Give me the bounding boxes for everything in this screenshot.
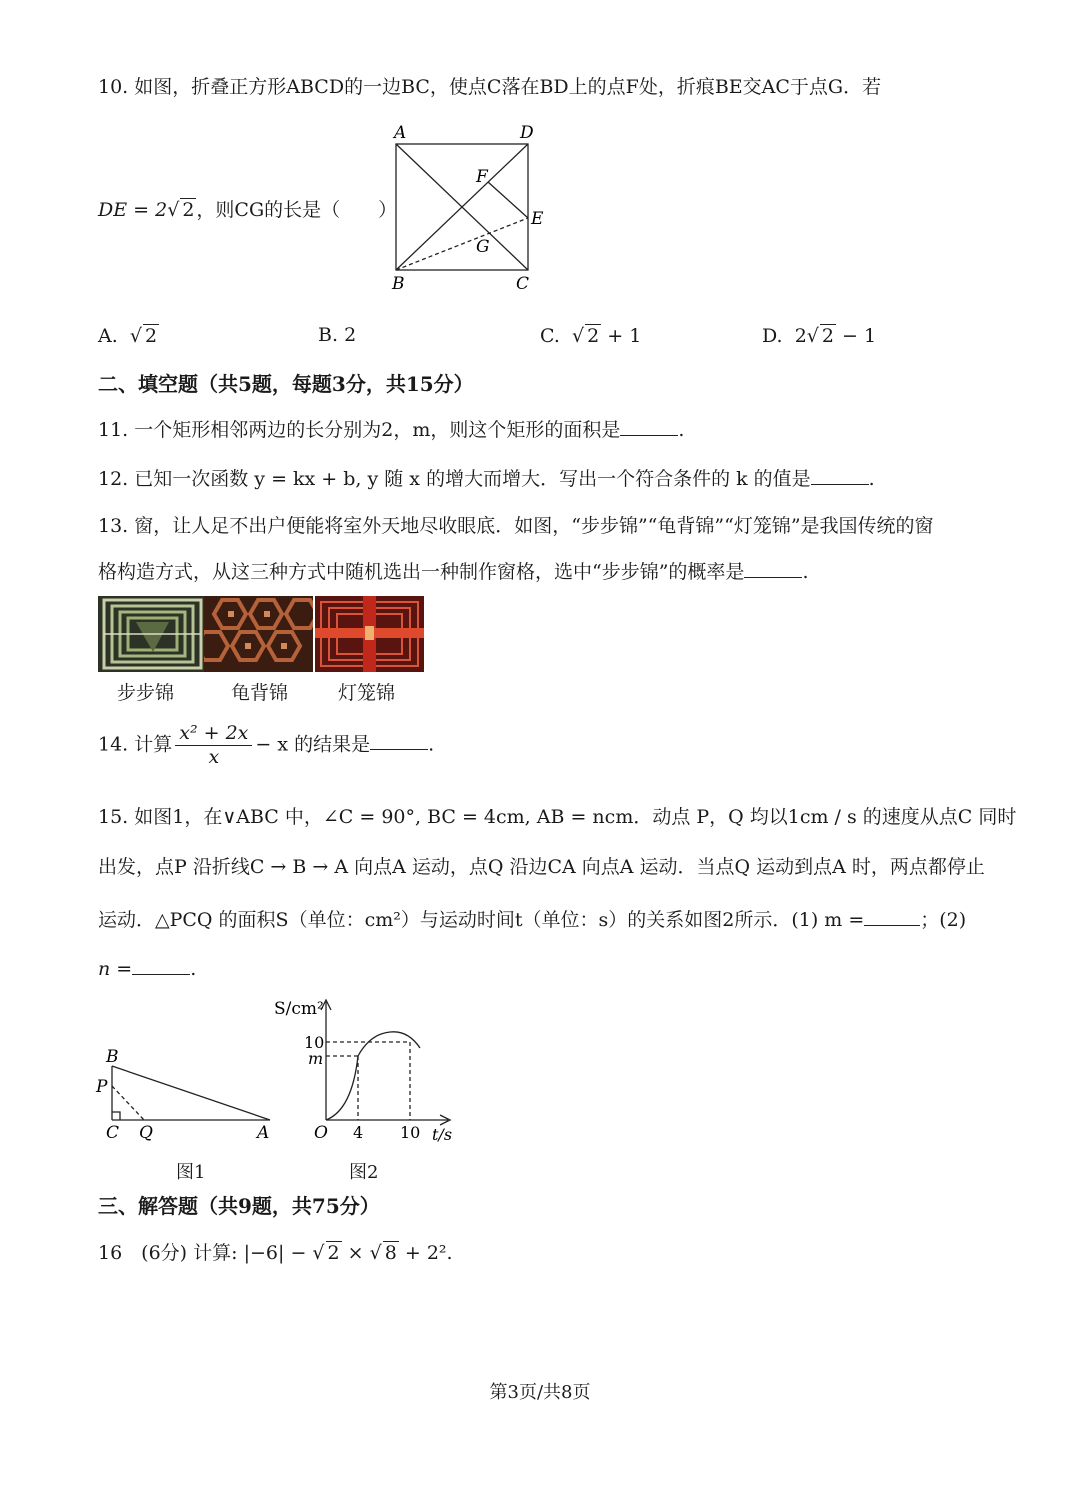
q15-line4: n = . — [98, 955, 196, 981]
section2-heading: 二、填空题（共5题，每题3分，共15分） — [98, 372, 474, 396]
fig2-origin: O — [314, 1123, 328, 1143]
q11-blank[interactable] — [620, 416, 678, 436]
q10-option-a: A. √ 2 — [98, 325, 158, 347]
caption-guibeijin: 龟背锦 — [231, 682, 289, 704]
caption-denglongjin: 灯笼锦 — [338, 682, 396, 704]
q11: 11. 一个矩形相邻两边的长分别为2，m，则这个矩形的面积是 . — [98, 416, 684, 442]
q15-line1: 15. 如图1，在∨ABC 中，∠C = 90°, BC = 4cm, AB = ncm．动点 P，Q 均以1cm / s 的速度从点C 同时 — [98, 806, 1017, 828]
q12-blank[interactable] — [811, 465, 869, 485]
q14: 14. 计算 $\frac{\text{x² + 2x}}{x}$ − x 的结果是 . — [98, 722, 435, 768]
q15-fig1-caption: 图1 — [176, 1162, 206, 1183]
q15-blank-m[interactable] — [864, 906, 920, 926]
fig-label-E: E — [531, 209, 544, 229]
q13-blank[interactable] — [744, 558, 802, 578]
fig1-label-B: B — [106, 1047, 119, 1067]
fig1-label-C: C — [106, 1123, 120, 1143]
q10-line2: DE = 2√ 2 ，则CG的长是（ ） — [98, 199, 398, 221]
q14-blank[interactable] — [370, 730, 428, 750]
fig-label-C: C — [516, 274, 530, 294]
q15-blank-n[interactable] — [132, 955, 190, 975]
caption-bubujin: 步步锦 — [117, 682, 175, 704]
fig2-ylabel: S/cm² — [274, 999, 324, 1019]
fig-label-G: G — [476, 237, 490, 257]
q15-figure-2 — [270, 992, 460, 1152]
fig1-label-P: P — [96, 1077, 108, 1097]
q13-line1: 13. 窗，让人足不出户便能将室外天地尽收眼底．如图，“步步锦”“龟背锦”“灯笼锦”是我国传统的窗 — [98, 515, 934, 537]
fig2-tick-10: 10 — [304, 1033, 325, 1052]
q16: 16 (6分) 计算: |−6| − √ 2 × √ 8 + 2². — [98, 1242, 453, 1264]
fig1-label-Q: Q — [139, 1123, 153, 1143]
q12: 12. 已知一次函数 y = kx + b, y 随 x 的增大而增大．写出一个符合条件的 k 的值是 . — [98, 465, 875, 491]
q10-option-c: C. √ 2 + 1 — [540, 325, 642, 347]
q10-option-b: B. 2 — [318, 324, 357, 346]
q10-line1: 10. 如图，折叠正方形ABCD的一边BC，使点C落在BD上的点F处，折痕BE交AC于点G．若 — [98, 76, 882, 98]
section3-heading: 三、解答题（共9题，共75分） — [98, 1194, 380, 1218]
q15-figure-1 — [92, 1040, 292, 1150]
fig-label-F: F — [476, 167, 488, 187]
q15-line3: 运动．△PCQ 的面积S（单位：cm²）与运动时间t（单位：s）的关系如图2所示．(1) m = ；(2) — [98, 906, 966, 932]
fig-label-A: A — [394, 123, 407, 143]
q15-line2: 出发，点P 沿折线C → B → A 向点A 运动，点Q 沿边CA 向点A 运动．当点Q 运动到点A 时，两点都停止 — [98, 856, 985, 878]
guibeijin-window-image — [204, 596, 313, 672]
fig1-label-A: A — [257, 1123, 270, 1143]
q10-option-d: D. 2√ 2 − 1 — [762, 325, 877, 347]
bubujin-window-image — [98, 596, 207, 672]
fig2-tick-x10: 10 — [400, 1123, 421, 1142]
fig-label-D: D — [520, 123, 534, 143]
page-footer: 第3页/共8页 — [489, 1382, 591, 1403]
fig-label-B: B — [392, 274, 405, 294]
fig2-tick-m: m — [308, 1049, 324, 1068]
denglongjin-window-image — [315, 596, 424, 672]
q13-line2: 格构造方式，从这三种方式中随机选出一种制作窗格，选中“步步锦”的概率是 . — [98, 558, 808, 584]
q15-fig2-caption: 图2 — [349, 1162, 379, 1183]
fig2-xlabel: t/s — [432, 1125, 453, 1144]
fig2-tick-4: 4 — [353, 1123, 364, 1142]
q10-square-figure — [380, 120, 550, 300]
